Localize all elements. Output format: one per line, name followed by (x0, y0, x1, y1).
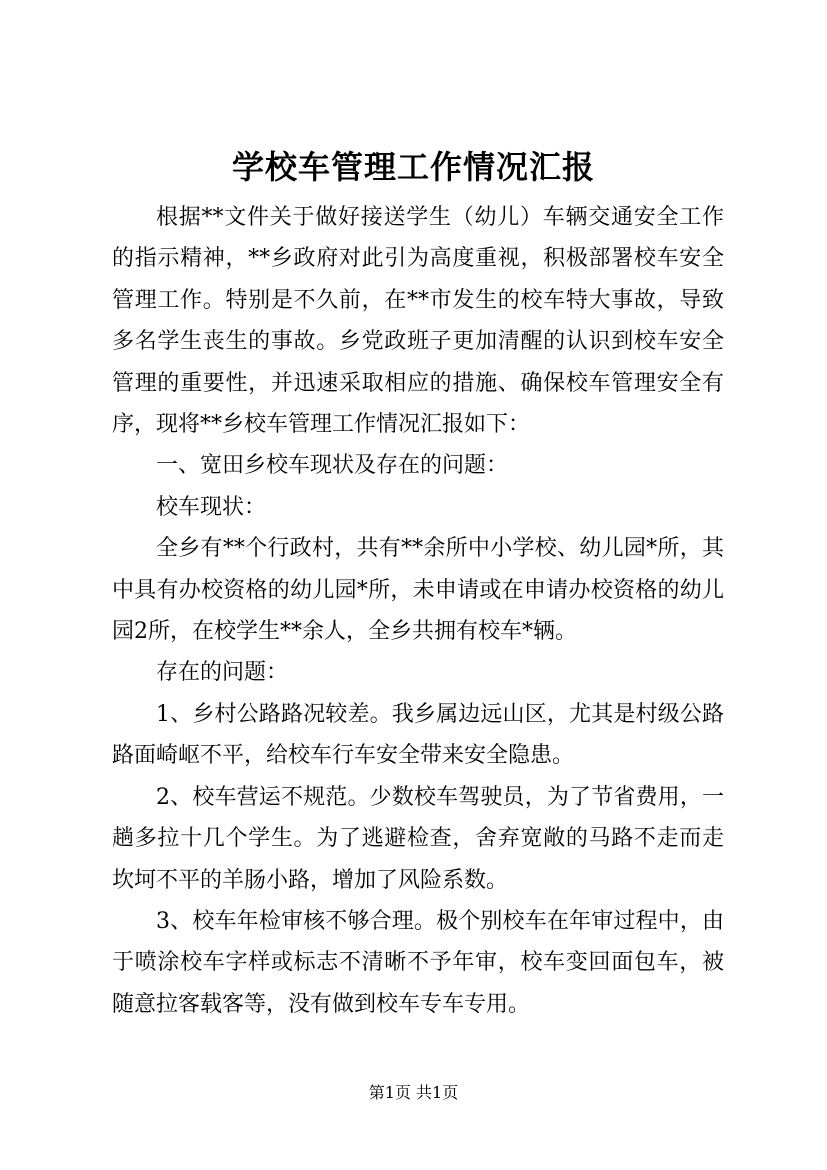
subheading-problems: 存在的问题： (156, 660, 289, 686)
paragraph-problem-2: 2、校车营运不规范。少数校车驾驶员，为了节省费用，一趟多拉十几个学生。为了逃避检查，舍弃宽敞的马路不走而走坎坷不平的羊肠小路，增加了风险系数。 (112, 784, 724, 893)
paragraph-status: 全乡有**个行政村，共有**余所中小学校、幼儿园*所，其中具有办校资格的幼儿园*所，未申请或在申请办校资格的幼儿园2所，在校学生**余人，全乡共拥有校车*辆。 (112, 536, 724, 645)
section-heading-1: 一、宽田乡校车现状及存在的问题： (156, 453, 509, 479)
page-footer: 第1页 共1页 (368, 1083, 459, 1102)
paragraph-problem-1: 1、乡村公路路况较差。我乡属边远山区，尤其是村级公路路面崎岖不平，给校车行车安全带来安全隐患。 (112, 701, 724, 769)
paragraph-problem-3: 3、校车年检审核不够合理。极个别校车在年审过程中，由于喷涂校车字样或标志不清晰不予年审，校车变回面包车，被随意拉客载客等，没有做到校车专车专用。 (112, 908, 724, 1017)
subheading-status: 校车现状： (156, 494, 267, 520)
document-body (112, 197, 724, 1025)
document-title: 学校车管理工作情况汇报 (231, 148, 595, 186)
paragraph-intro: 根据**文件关于做好接送学生（幼儿）车辆交通安全工作的指示精神，**乡政府对此引为高度重视，积极部署校车安全管理工作。特别是不久前，在**市发生的校车特大事故，导致多名学生丧生的事故。乡党政班子更加清醒的认识到校车安全管理的重要性，并迅速采取相应的措施、确保校车管理安全有序，现将**乡校车管理工作情况汇报如下： (112, 205, 724, 438)
